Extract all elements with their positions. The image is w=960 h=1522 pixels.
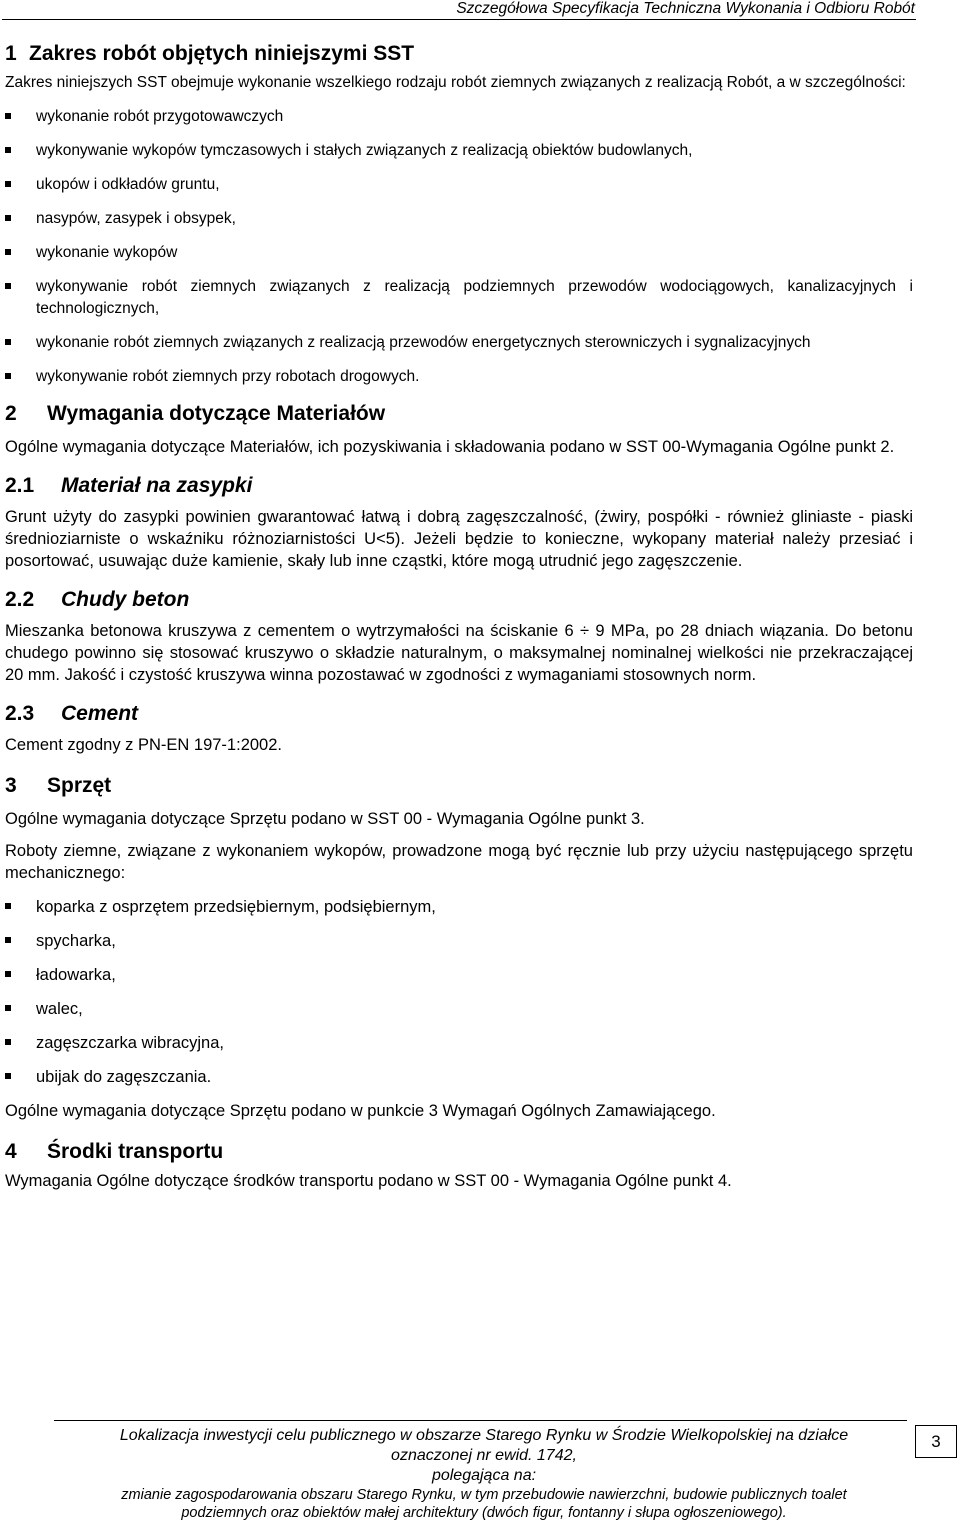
section-title: Wymagania dotyczące Materiałów bbox=[47, 402, 386, 425]
section-title: Sprzęt bbox=[47, 774, 112, 797]
list-item: wykonywanie robót ziemnych przy robotach drogowych. bbox=[5, 366, 913, 388]
list-item: ukopów i odkładów gruntu, bbox=[5, 174, 913, 196]
equipment-list bbox=[5, 896, 913, 1088]
section-number: 4 bbox=[5, 1140, 17, 1163]
section-number: 2.1 bbox=[5, 474, 35, 497]
footer-line: polegająca na: bbox=[431, 1467, 537, 1484]
document-body bbox=[5, 32, 913, 1192]
section-title: Materiał na zasypki bbox=[61, 474, 253, 497]
section-3-text-2: Roboty ziemne, związane z wykonaniem wykopów, prowadzone mogą być ręcznie lub przy użyciu następującego sprzętu mechanicznego: bbox=[5, 842, 913, 882]
section-2-heading bbox=[5, 400, 913, 428]
page-footer bbox=[54, 1426, 914, 1522]
list-item: nasypów, zasypek i obsypek, bbox=[5, 208, 913, 230]
list-item: walec, bbox=[5, 998, 913, 1020]
list-item: zagęszczarka wibracyjna, bbox=[5, 1032, 913, 1054]
footer-line: podziemnych oraz obiektów małej architektury (dwóch figur, fontanny i słupa ogłoszeniowego). bbox=[181, 1505, 787, 1521]
section-title: Cement bbox=[61, 702, 139, 725]
section-number: 2.3 bbox=[5, 702, 35, 725]
list-item: wykonanie wykopów bbox=[5, 242, 913, 264]
list-item: spycharka, bbox=[5, 930, 913, 952]
list-item: ubijak do zagęszczania. bbox=[5, 1066, 913, 1088]
section-2-1-heading bbox=[5, 472, 913, 500]
footer-rule bbox=[54, 1420, 907, 1421]
page-number: 3 bbox=[915, 1425, 957, 1458]
footer-line: oznaczonej nr ewid. 1742, bbox=[391, 1447, 577, 1464]
section-2-2-text: Mieszanka betonowa kruszywa z cementem o wytrzymałości na ściskanie 6 ÷ 9 MPa, po 28 dniach wiązania. Do betonu chudego powinno się stosować kruszywo o składzie naturalnym, o maksymalnej nominalnej wielkości nie przekraczającej 20 mm. Jakość i czystość kruszywa winna pozostawać w zgodności z wymaganiami stosownych norm. bbox=[5, 622, 913, 684]
section-number: 2 bbox=[5, 402, 17, 425]
section-title: Środki transportu bbox=[47, 1140, 224, 1163]
section-title: Chudy beton bbox=[61, 588, 190, 611]
list-item: ładowarka, bbox=[5, 964, 913, 986]
list-item: wykonywanie robót ziemnych związanych z realizacją podziemnych przewodów wodociągowych, kanalizacyjnych i technologicznych, bbox=[5, 276, 913, 320]
section-title: Zakres robót objętych niniejszymi SST bbox=[29, 42, 415, 65]
section-2-3-heading bbox=[5, 700, 913, 728]
running-header: Szczegółowa Specyfikacja Techniczna Wykonania i Odbioru Robót bbox=[456, 0, 915, 17]
section-2-1-text: Grunt użyty do zasypki powinien gwarantować łatwą i dobrą zagęszczalność, (żwiry, pospółki - również gliniaste - piaski średnioziarniste o wskaźniku różnoziarnistości U<5). Jeżeli będzie to konieczne, wykopany materiał należy przesiać i posortować, usuwając duże kamienie, skały lub inne cząstki, które mogą utrudnić jego zagęszczenie. bbox=[5, 508, 913, 570]
section-1-heading bbox=[5, 40, 913, 68]
section-2-2-heading bbox=[5, 586, 913, 614]
list-item: wykonanie robót przygotowawczych bbox=[5, 106, 913, 128]
scope-list bbox=[5, 106, 913, 388]
list-item: wykonanie robót ziemnych związanych z realizacją przewodów energetycznych sterowniczych i sygnalizacyjnych bbox=[5, 332, 913, 354]
footer-line: Lokalizacja inwestycji celu publicznego w obszarze Starego Rynku w Środzie Wielkopolskiej na działce bbox=[119, 1427, 849, 1444]
section-4-text: Wymagania Ogólne dotyczące środków transportu podano w SST 00 - Wymagania Ogólne punkt 4. bbox=[5, 1172, 732, 1190]
list-item: koparka z osprzętem przedsiębiernym, podsiębiernym, bbox=[5, 896, 913, 918]
section-number: 2.2 bbox=[5, 588, 35, 611]
header-rule bbox=[2, 19, 916, 20]
section-2-text: Ogólne wymagania dotyczące Materiałów, ich pozyskiwania i składowania podano w SST 00-Wymagania Ogólne punkt 2. bbox=[5, 438, 895, 456]
section-number: 1 bbox=[5, 42, 17, 65]
section-1-intro: Zakres niniejszych SST obejmuje wykonanie wszelkiego rodzaju robót ziemnych związanych z realizacją Robót, a w szczególności: bbox=[5, 74, 906, 91]
section-4-heading bbox=[5, 1138, 913, 1166]
section-number: 3 bbox=[5, 774, 17, 797]
section-3-heading bbox=[5, 772, 913, 800]
section-3-text-3: Ogólne wymagania dotyczące Sprzętu podano w punkcie 3 Wymagań Ogólnych Zamawiającego. bbox=[5, 1102, 716, 1120]
list-item: wykonywanie wykopów tymczasowych i stałych związanych z realizacją obiektów budowlanych, bbox=[5, 140, 913, 162]
section-2-3-text: Cement zgodny z PN-EN 197-1:2002. bbox=[5, 736, 282, 754]
footer-line: zmianie zagospodarowania obszaru Starego Rynku, w tym przebudowie nawierzchni, budowie publicznych toalet bbox=[121, 1487, 847, 1503]
section-3-text-1: Ogólne wymagania dotyczące Sprzętu podano w SST 00 - Wymagania Ogólne punkt 3. bbox=[5, 810, 645, 828]
